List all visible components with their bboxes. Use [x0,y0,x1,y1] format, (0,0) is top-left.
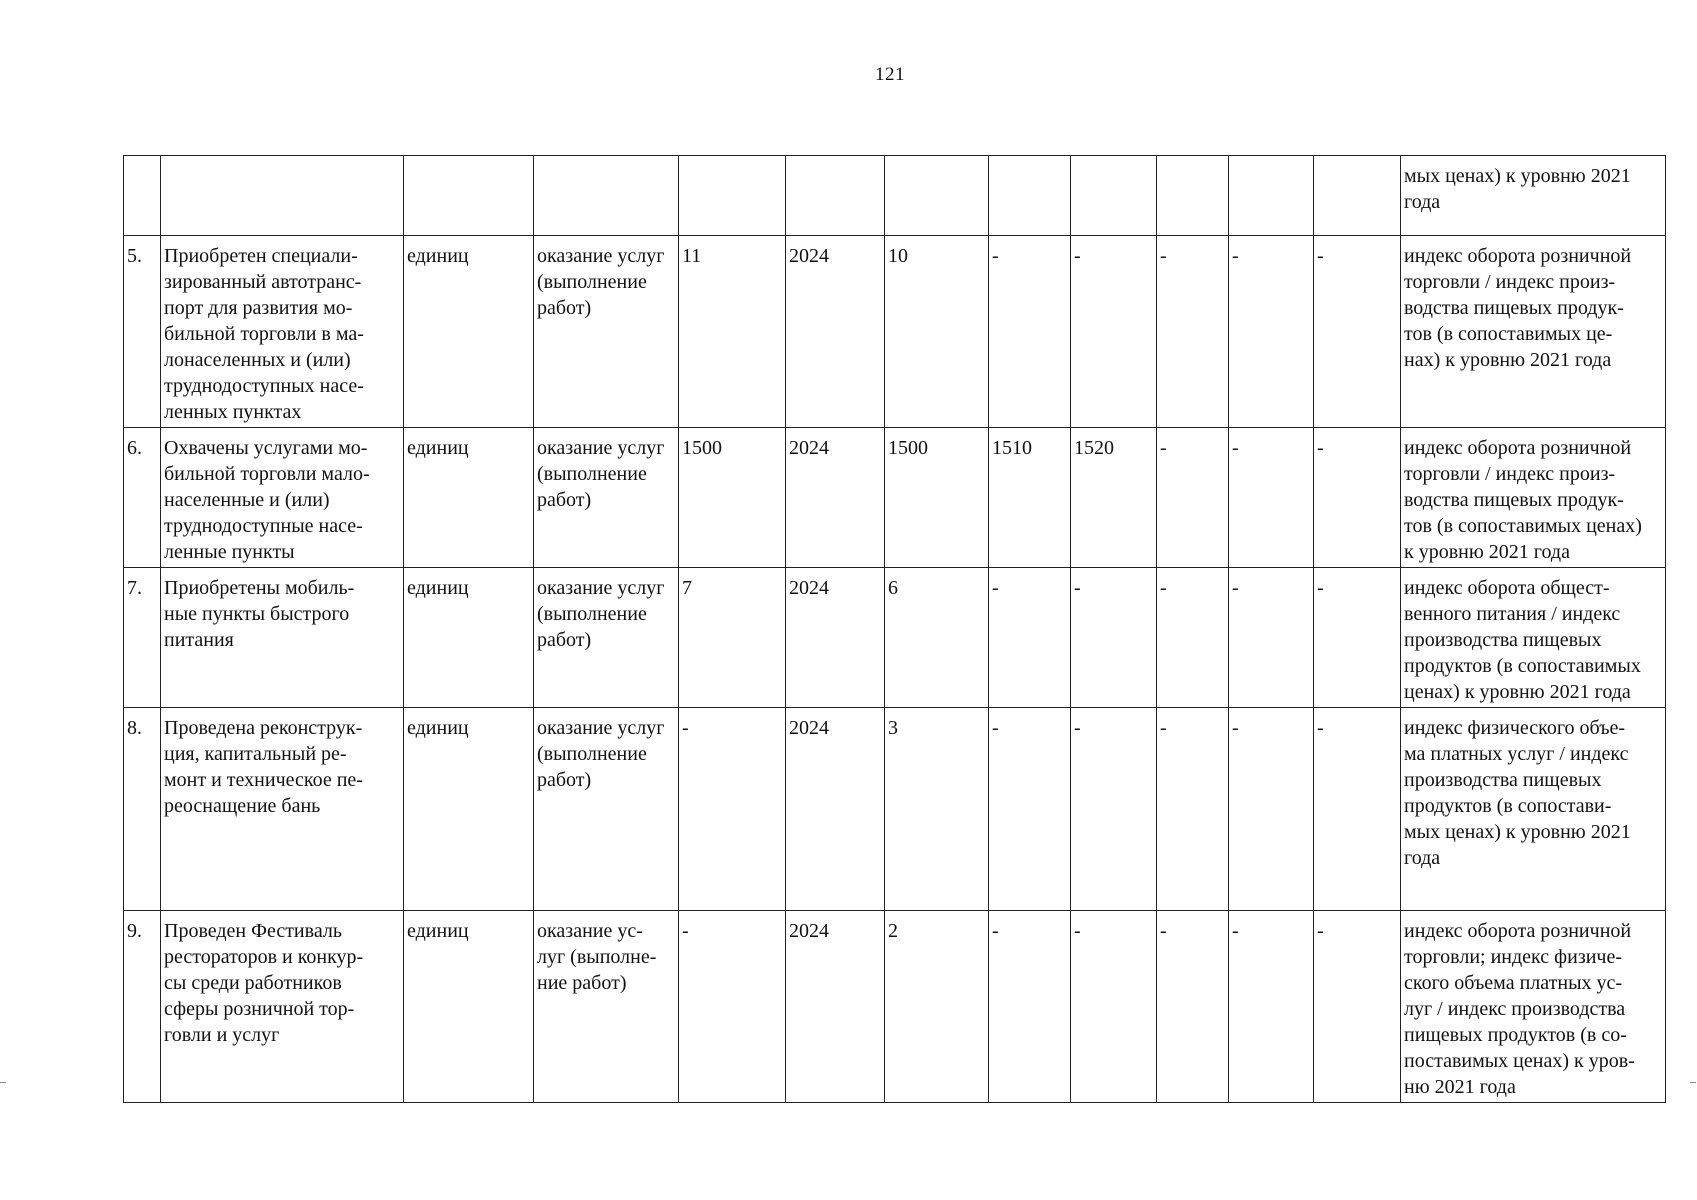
value-2025-cell [989,156,1071,236]
cell-text: единиц [407,577,469,599]
cell-line: мых ценах) к уровню 2021 [1404,821,1631,843]
indicator-link-cell [1401,708,1666,911]
cell-text: - [1074,717,1081,739]
cell-line: индекс оборота общест- [1404,577,1610,599]
result-name-cell [161,708,404,911]
row-number-cell [124,428,161,568]
cell-text: 1520 [1074,437,1114,459]
cell-text: - [682,717,689,739]
cell-line: работ) [537,297,592,319]
table-row [124,156,1666,236]
cell-line: Приобретены мобиль- [164,577,355,599]
cell-line: оказание ус- [537,920,643,942]
result-name-cell [161,156,404,236]
cell-text: единиц [407,437,469,459]
value-2028-cell [1229,156,1314,236]
result-name-cell [161,428,404,568]
cell-text: - [1317,577,1324,599]
cell-text: 8. [127,717,142,739]
base-value-cell [679,568,786,708]
cell-text: - [1317,920,1324,942]
cell-line: луг / индекс производства [1404,998,1626,1020]
table-row [124,708,1666,911]
cell-text: - [1160,920,1167,942]
cell-line: года [1404,191,1441,213]
cell-text: 10 [888,245,908,267]
base-year-cell [786,156,885,236]
value-2026-cell [1071,156,1157,236]
cell-line: индекс оборота розничной [1404,920,1632,942]
cell-text: 7. [127,577,142,599]
base-year-cell [786,428,885,568]
cell-text: - [1160,717,1167,739]
cell-text: - [1232,717,1239,739]
result-type-cell [534,568,679,708]
indicator-link-cell [1401,428,1666,568]
cell-line: луг (выполне- [537,946,657,968]
cell-line: индекс оборота розничной [1404,245,1632,267]
results-table [123,155,1666,1103]
cell-line: тов (в сопоставимых ценах) [1404,515,1642,537]
cell-text: - [1317,437,1324,459]
cell-text: единиц [407,245,469,267]
value-2028-cell [1229,911,1314,1103]
value-2026-cell [1071,428,1157,568]
value-2025-cell [989,568,1071,708]
cell-text: - [992,245,999,267]
value-2028-cell [1229,708,1314,911]
cell-line: (выполнение [537,603,647,625]
cell-text: - [1074,245,1081,267]
cell-text: 1510 [992,437,1032,459]
value-2024-cell [885,156,989,236]
unit-cell [404,708,534,911]
cell-line: (выполнение [537,463,647,485]
unit-cell [404,911,534,1103]
cell-line: зированный автотранс- [164,271,362,293]
base-value-cell [679,236,786,428]
value-2029-cell [1314,156,1401,236]
cell-line: ленные пункты [164,541,295,563]
cell-line: водства пищевых продук- [1404,297,1624,319]
value-2024-cell [885,236,989,428]
cell-line: индекс физического объе- [1404,717,1626,739]
cell-line: ма платных услуг / индекс [1404,743,1629,765]
value-2027-cell [1157,708,1229,911]
cell-line: водства пищевых продук- [1404,489,1624,511]
cell-line: ского объема платных ус- [1404,972,1623,994]
cell-line: работ) [537,769,592,791]
cell-line: пищевых продуктов (в со- [1404,1024,1627,1046]
cell-line: ция, капитальный ре- [164,743,347,765]
cell-text: - [1232,245,1239,267]
table-row [124,428,1666,568]
cell-line: бильной торговли в ма- [164,323,364,345]
cell-text: - [1160,577,1167,599]
cell-line: ние работ) [537,972,627,994]
cell-line: оказание услуг [537,577,665,599]
value-2027-cell [1157,568,1229,708]
cell-line: торговли / индекс произ- [1404,463,1616,485]
cell-line: (выполнение [537,743,647,765]
value-2029-cell [1314,236,1401,428]
result-type-cell [534,911,679,1103]
cell-text: - [1232,437,1239,459]
value-2026-cell [1071,911,1157,1103]
value-2024-cell [885,911,989,1103]
value-2027-cell [1157,911,1229,1103]
value-2025-cell [989,708,1071,911]
cell-text: единиц [407,717,469,739]
cell-line: лонаселенных и (или) [164,349,351,371]
scan-mark [1690,1082,1696,1083]
cell-text: 1500 [888,437,928,459]
base-value-cell [679,708,786,911]
cell-line: труднодоступных насе- [164,375,364,397]
cell-text: 6. [127,437,142,459]
cell-line: сы среди работников [164,972,342,994]
cell-line: ню 2021 года [1404,1076,1516,1098]
indicator-link-cell [1401,156,1666,236]
result-name-cell [161,236,404,428]
value-2026-cell [1071,568,1157,708]
base-value-cell [679,156,786,236]
row-number-cell [124,568,161,708]
cell-line: тов (в сопоставимых це- [1404,323,1613,345]
cell-line: торговли / индекс произ- [1404,271,1616,293]
value-2027-cell [1157,156,1229,236]
value-2024-cell [885,568,989,708]
value-2026-cell [1071,708,1157,911]
base-value-cell [679,428,786,568]
cell-line: венного питания / индекс [1404,603,1621,625]
cell-line: Охвачены услугами мо- [164,437,368,459]
cell-text: 2024 [789,245,829,267]
cell-line: производства пищевых [1404,769,1602,791]
result-type-cell [534,236,679,428]
indicator-link-cell [1401,236,1666,428]
cell-text: 6 [888,577,898,599]
page-number: 121 [875,64,905,85]
cell-line: порт для развития мо- [164,297,353,319]
cell-text: 2024 [789,717,829,739]
unit-cell [404,156,534,236]
value-2029-cell [1314,568,1401,708]
cell-line: оказание услуг [537,437,665,459]
result-type-cell [534,156,679,236]
cell-text: - [682,920,689,942]
value-2028-cell [1229,568,1314,708]
row-number-cell [124,911,161,1103]
cell-line: питания [164,629,234,651]
indicator-link-cell [1401,568,1666,708]
cell-text: 5. [127,245,142,267]
cell-line: ценах) к уровню 2021 года [1404,681,1631,703]
cell-text: 9. [127,920,142,942]
cell-text: - [992,920,999,942]
value-2029-cell [1314,428,1401,568]
cell-text: - [1160,245,1167,267]
cell-line: индекс оборота розничной [1404,437,1632,459]
result-name-cell [161,568,404,708]
base-year-cell [786,236,885,428]
cell-text: - [1232,920,1239,942]
indicator-link-cell [1401,911,1666,1103]
cell-line: к уровню 2021 года [1404,541,1570,563]
cell-text: - [1160,437,1167,459]
cell-text: - [992,717,999,739]
scan-mark [0,1082,6,1083]
cell-text: 2024 [789,577,829,599]
value-2029-cell [1314,911,1401,1103]
cell-line: (выполнение [537,271,647,293]
value-2025-cell [989,911,1071,1103]
base-year-cell [786,708,885,911]
cell-line: Проведена реконструк- [164,717,363,739]
cell-line: торговли; индекс физиче- [1404,946,1623,968]
cell-text: - [1317,717,1324,739]
value-2025-cell [989,236,1071,428]
unit-cell [404,568,534,708]
cell-line: мых ценах) к уровню 2021 [1404,165,1631,187]
cell-line: ленных пунктах [164,401,302,423]
result-name-cell [161,911,404,1103]
result-type-cell [534,428,679,568]
cell-line: реоснащение бань [164,795,321,817]
cell-text: 3 [888,717,898,739]
value-2025-cell [989,428,1071,568]
cell-text: - [1317,245,1324,267]
table-body [124,156,1666,1103]
table-row [124,568,1666,708]
row-number-cell [124,236,161,428]
value-2024-cell [885,708,989,911]
cell-line: поставимых ценах) к уров- [1404,1050,1635,1072]
cell-text: 2024 [789,437,829,459]
cell-text: 7 [682,577,692,599]
unit-cell [404,428,534,568]
cell-line: Приобретен специали- [164,245,358,267]
row-number-cell [124,156,161,236]
cell-line: оказание услуг [537,245,665,267]
cell-line: сферы розничной тор- [164,998,355,1020]
result-type-cell [534,708,679,911]
base-year-cell [786,911,885,1103]
cell-line: продуктов (в сопостави- [1404,795,1612,817]
value-2027-cell [1157,236,1229,428]
cell-line: оказание услуг [537,717,665,739]
cell-text: 11 [682,245,702,267]
cell-line: населенные и (или) [164,489,330,511]
cell-line: труднодоступные насе- [164,515,363,537]
cell-line: ные пункты быстрого [164,603,350,625]
cell-line: говли и услуг [164,1024,280,1046]
value-2028-cell [1229,236,1314,428]
cell-text: единиц [407,920,469,942]
cell-text: - [1074,577,1081,599]
row-number-cell [124,708,161,911]
cell-line: рестораторов и конкур- [164,946,364,968]
cell-line: продуктов (в сопоставимых [1404,655,1641,677]
base-year-cell [786,568,885,708]
cell-line: Проведен Фестиваль [164,920,342,942]
cell-text: 2 [888,920,898,942]
value-2026-cell [1071,236,1157,428]
cell-line: нах) к уровню 2021 года [1404,349,1612,371]
base-value-cell [679,911,786,1103]
table-row [124,236,1666,428]
cell-line: работ) [537,629,592,651]
unit-cell [404,236,534,428]
value-2028-cell [1229,428,1314,568]
cell-text: 2024 [789,920,829,942]
cell-line: производства пищевых [1404,629,1602,651]
cell-line: бильной торговли мало- [164,463,370,485]
value-2027-cell [1157,428,1229,568]
value-2029-cell [1314,708,1401,911]
cell-text: 1500 [682,437,722,459]
cell-text: - [1074,920,1081,942]
cell-text: - [1232,577,1239,599]
cell-text: - [992,577,999,599]
cell-line: монт и техническое пе- [164,769,363,791]
cell-line: года [1404,847,1441,869]
value-2024-cell [885,428,989,568]
table-row [124,911,1666,1103]
cell-line: работ) [537,489,592,511]
